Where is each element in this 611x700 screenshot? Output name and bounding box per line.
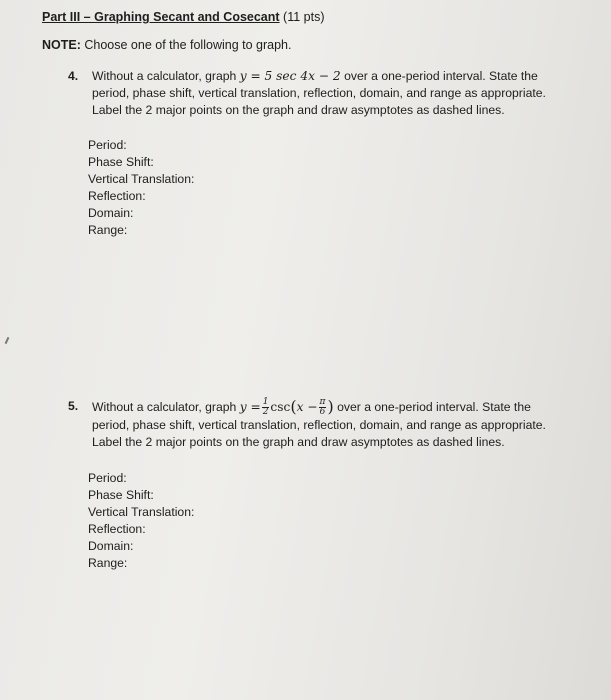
problem-5-number: 5.: [68, 399, 79, 413]
field-range: Range:: [88, 223, 128, 237]
eq-arg: x −: [296, 400, 318, 414]
section-points: (11 pts): [283, 10, 325, 24]
eq-prefix: y =: [239, 400, 261, 414]
problem-5: [68, 398, 560, 451]
field-domain: Domain:: [88, 539, 134, 553]
problem-4-fields: [88, 137, 194, 239]
field-domain: Domain:: [88, 206, 134, 220]
problem-5-rest: over a one-period interval. State the period, phase shift, vertical translation, reflection, domain, and range as appropriate. Label the 2 major points on the graph and draw asymptotes as dashed lines.: [92, 400, 546, 449]
problem-5-fields: [88, 470, 194, 572]
problem-4: [68, 68, 560, 119]
eq-function: csc: [270, 400, 291, 414]
field-phase-shift: Phase Shift:: [88, 488, 154, 502]
problem-4-number: 4.: [68, 69, 79, 83]
problem-5-lead: Without a calculator, graph: [92, 400, 237, 414]
problem-4-rest: over a one-period interval. State the period, phase shift, vertical translation, reflection, domain, and range as appropriate. Label the 2 major points on the graph and draw asymptotes as dashed lines.: [92, 69, 546, 117]
field-vertical-translation: Vertical Translation:: [88, 505, 195, 519]
field-period: Period:: [88, 471, 127, 485]
field-vertical-translation: Vertical Translation:: [88, 172, 195, 186]
coefficient-fraction: $\frac{1}{2}$: [262, 397, 269, 417]
problem-4-equation: y = 5 sec 4x − 2: [239, 69, 341, 83]
field-reflection: Reflection:: [88, 522, 146, 536]
note-text: Choose one of the following to graph.: [84, 38, 292, 52]
problem-5-statement: [92, 398, 560, 451]
problem-4-statement: [92, 68, 560, 119]
note-label: NOTE:: [42, 38, 81, 52]
note-line: [42, 38, 291, 52]
pencil-mark: [5, 337, 10, 344]
problem-4-lead: Without a calculator, graph: [92, 69, 237, 83]
field-period: Period:: [88, 138, 127, 152]
section-header: [42, 10, 325, 24]
section-title: Part III – Graphing Secant and Cosecant: [42, 10, 280, 24]
shift-fraction: $\frac{\pi}{6}$: [319, 397, 326, 417]
field-range: Range:: [88, 556, 128, 570]
field-phase-shift: Phase Shift:: [88, 155, 154, 169]
field-reflection: Reflection:: [88, 189, 146, 203]
problem-5-equation: y = $\frac{1}{2}$ csc(x − $\frac{\pi}{6}$ ): [239, 397, 334, 417]
